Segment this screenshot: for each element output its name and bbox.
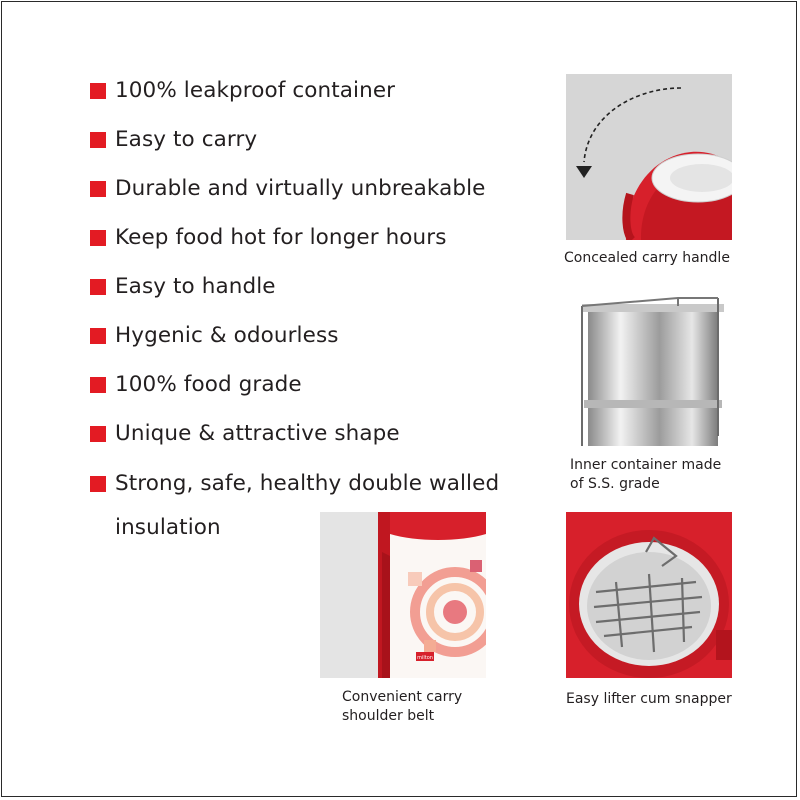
belt-caption bbox=[342, 688, 502, 726]
feature-item bbox=[90, 121, 520, 159]
inner-caption-line2: of S.S. grade bbox=[570, 476, 660, 492]
belt-caption-line1: Convenient carry bbox=[342, 689, 463, 705]
feature-item bbox=[90, 268, 520, 306]
red-square-bullet-icon bbox=[90, 230, 106, 246]
feature-text: Keep food hot for longer hours bbox=[115, 225, 447, 250]
feature-text: 100% food grade bbox=[115, 372, 302, 397]
brand-mark: milton bbox=[417, 655, 433, 661]
red-square-bullet-icon bbox=[90, 476, 106, 492]
red-square-bullet-icon bbox=[90, 181, 106, 197]
feature-text: Unique & attractive shape bbox=[115, 421, 400, 446]
steel-container-illustration bbox=[566, 296, 732, 446]
feature-item bbox=[90, 415, 520, 453]
feature-text: Easy to handle bbox=[115, 274, 276, 299]
inner-caption-line1: Inner container made bbox=[570, 457, 722, 473]
feature-item bbox=[90, 219, 520, 257]
red-square-bullet-icon bbox=[90, 279, 106, 295]
feature-text: Easy to carry bbox=[115, 127, 258, 152]
feature-text: Strong, safe, healthy double walled insulation bbox=[115, 471, 500, 540]
red-square-bullet-icon bbox=[90, 328, 106, 344]
inner-caption bbox=[570, 456, 740, 494]
red-square-bullet-icon bbox=[90, 377, 106, 393]
lifter-illustration bbox=[566, 512, 732, 678]
lifter-photo bbox=[566, 512, 732, 678]
belt-caption-line2: shoulder belt bbox=[342, 708, 435, 724]
feature-text: 100% leakproof container bbox=[115, 78, 396, 103]
handle-illustration bbox=[566, 74, 732, 240]
concealed-handle-photo bbox=[566, 74, 732, 240]
red-square-bullet-icon bbox=[90, 132, 106, 148]
feature-item bbox=[90, 317, 520, 355]
shoulder-belt-photo bbox=[320, 512, 486, 678]
red-square-bullet-icon bbox=[90, 83, 106, 99]
inner-container-photo bbox=[566, 296, 732, 446]
lifter-caption: Easy lifter cum snapper bbox=[566, 691, 732, 707]
feature-item bbox=[90, 72, 520, 110]
feature-item bbox=[90, 170, 520, 208]
feature-text: Hygenic & odourless bbox=[115, 323, 339, 348]
feature-text: Durable and virtually unbreakable bbox=[115, 176, 486, 201]
belt-illustration bbox=[320, 512, 486, 678]
feature-item bbox=[90, 366, 520, 404]
handle-caption: Concealed carry handle bbox=[564, 250, 730, 266]
red-square-bullet-icon bbox=[90, 426, 106, 442]
